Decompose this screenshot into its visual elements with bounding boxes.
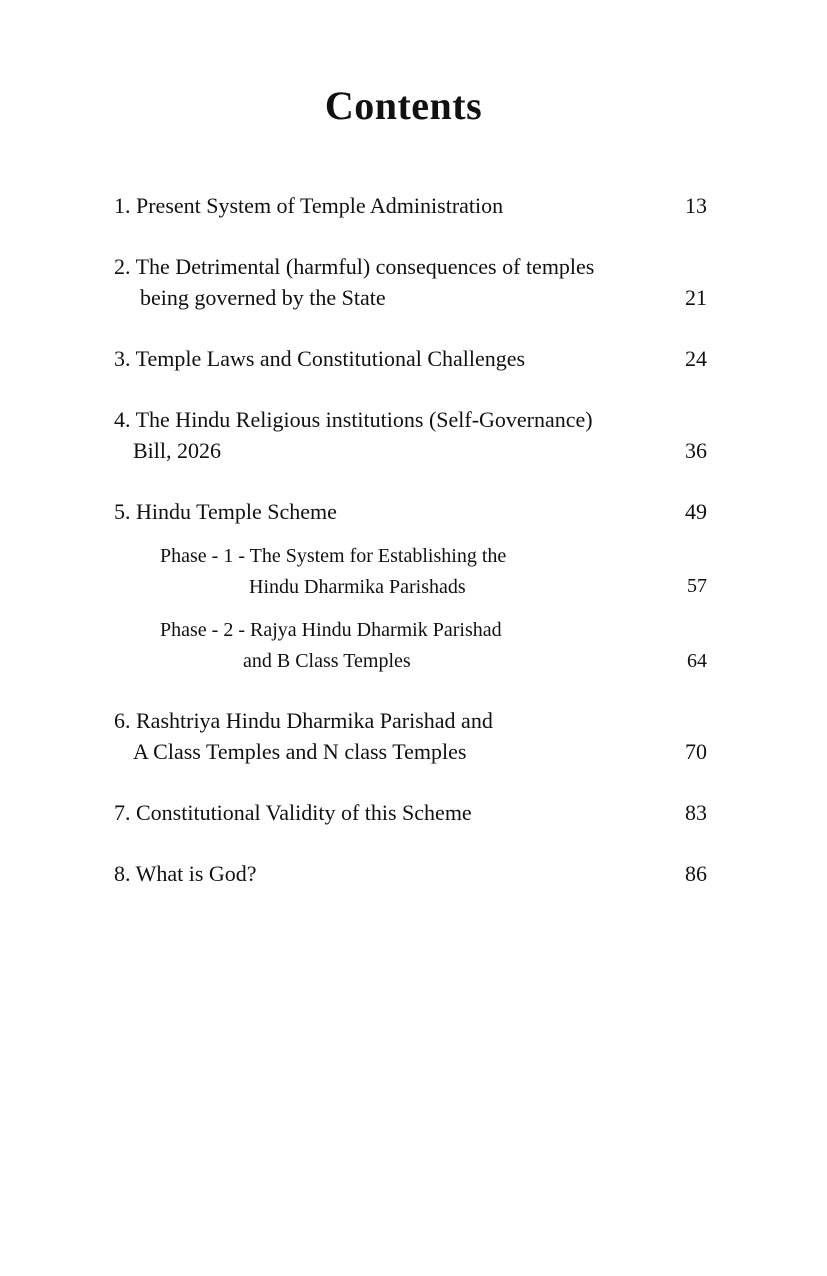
toc-entry-2-line-1: 2. The Detrimental (harmful) consequences of temples bbox=[114, 254, 595, 279]
toc-entry-3-page: 24 bbox=[685, 346, 707, 371]
toc-subentry-phase-2-line-1: Phase - 2 - Rajya Hindu Dharmik Parishad bbox=[160, 619, 502, 641]
page-title: Contents bbox=[324, 83, 483, 128]
toc-entry-8-line-1: 8. What is God? bbox=[114, 861, 257, 886]
toc-entry-4-line-2: Bill, 2026 bbox=[133, 438, 222, 463]
toc-entry-6-line-1: 6. Rashtriya Hindu Dharmika Parishad and bbox=[114, 708, 493, 733]
toc-entry-6-page: 70 bbox=[685, 739, 707, 764]
toc-entry-2-page: 21 bbox=[685, 285, 707, 310]
toc-entry-4-line-1: 4. The Hindu Religious institutions (Self-Governance) bbox=[114, 407, 593, 432]
toc-entry-2-line-2: being governed by the State bbox=[140, 285, 386, 310]
toc-entry-1-line-1: 1. Present System of Temple Administration bbox=[114, 193, 504, 218]
toc-subentry-phase-2-line-2: and B Class Temples bbox=[243, 650, 411, 672]
toc-subentry-phase-2-page: 64 bbox=[687, 650, 707, 672]
toc-subentry-phase-1-line-1: Phase - 1 - The System for Establishing the bbox=[160, 545, 507, 567]
toc-entry-7-line-1: 7. Constitutional Validity of this Scheme bbox=[114, 800, 472, 825]
toc-subentry-phase-1-line-2: Hindu Dharmika Parishads bbox=[249, 576, 466, 598]
toc-entry-3-line-1: 3. Temple Laws and Constitutional Challenges bbox=[114, 346, 526, 371]
toc-entry-7-page: 83 bbox=[685, 800, 707, 825]
toc-entry-1-page: 13 bbox=[685, 193, 707, 218]
toc-entry-4-page: 36 bbox=[685, 438, 707, 463]
toc-entry-5-line-1: 5. Hindu Temple Scheme bbox=[114, 499, 337, 524]
toc-entry-6-line-2: A Class Temples and N class Temples bbox=[133, 739, 467, 764]
toc-subentry-phase-1-page: 57 bbox=[687, 575, 707, 597]
toc-entry-8-page: 86 bbox=[685, 861, 707, 886]
toc-entry-5-page: 49 bbox=[685, 499, 707, 524]
